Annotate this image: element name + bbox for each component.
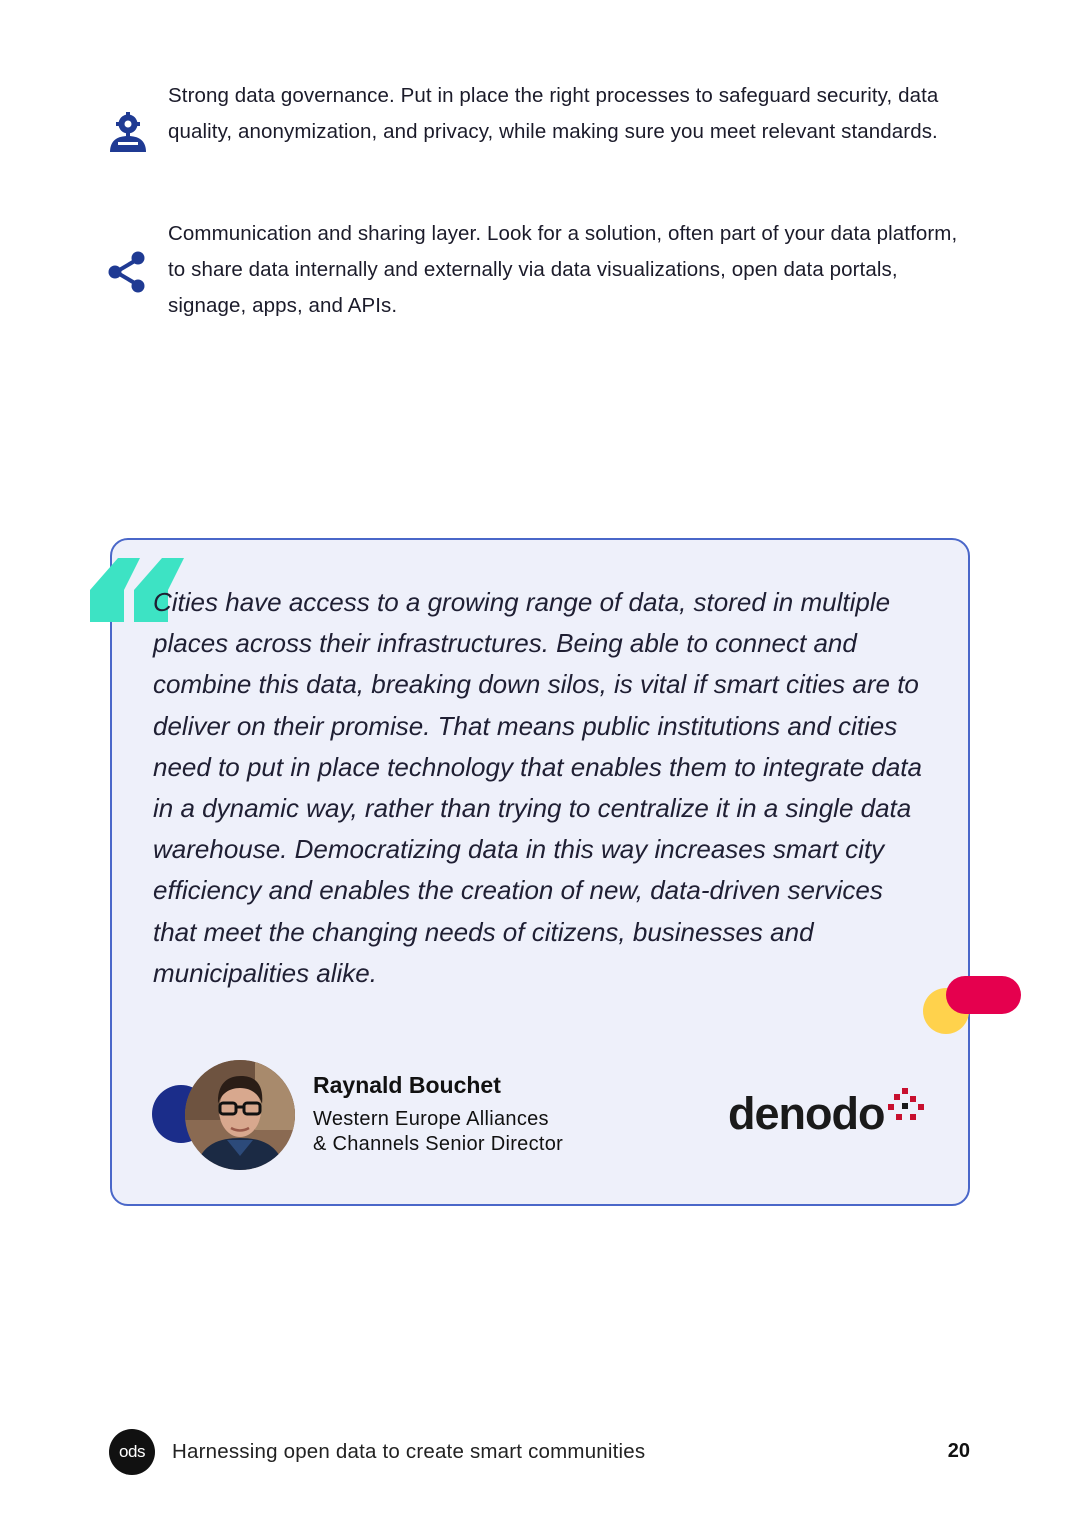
author-title-line-1: Western Europe Alliances: [313, 1108, 549, 1130]
author-title: [313, 1107, 633, 1157]
footer-title: Harnessing open data to create smart communities: [172, 1440, 646, 1463]
bullet-sharing: [106, 216, 986, 326]
author-name: Raynald Bouchet: [313, 1072, 501, 1098]
footer-logo: ods: [109, 1429, 155, 1475]
page-number: 20: [947, 1440, 970, 1462]
company-logo: [728, 1086, 928, 1148]
logo-dots-icon: [886, 1086, 926, 1126]
company-logo-wordmark: denodo: [728, 1088, 885, 1139]
bullet-governance: [106, 78, 986, 188]
user-gear-icon: [106, 112, 150, 156]
quote-text: Cities have access to a growing range of data, stored in multiple places across their infrastructures. Being able to connect and combine this data, breaking down silos, is vital if smart cities are to deliver on their promise. That means public institutions and cities need to put in place technology that enables them to integrate data in a dynamic way, rather than trying to centralize it in a single data warehouse. Democratizing data in this way increases smart city efficiency and enables the creation of new, data-driven services that meet the changing needs of citizens, businesses and municipalities alike.: [153, 587, 922, 988]
share-icon: [106, 250, 150, 294]
bullet-text: Strong data governance. Put in place the right processes to safeguard security, data quality, anonymization, and privacy, while making sure you meet relevant standards.: [168, 84, 939, 143]
author-title-line-2: & Channels Senior Director: [313, 1133, 564, 1155]
bullet-text: Communication and sharing layer. Look for a solution, often part of your data platform, to share data internally and externally via data visualizations, open data portals, signage, apps, and APIs.: [168, 222, 958, 317]
avatar: [185, 1060, 295, 1170]
decorative-red-pill: [946, 976, 1021, 1014]
